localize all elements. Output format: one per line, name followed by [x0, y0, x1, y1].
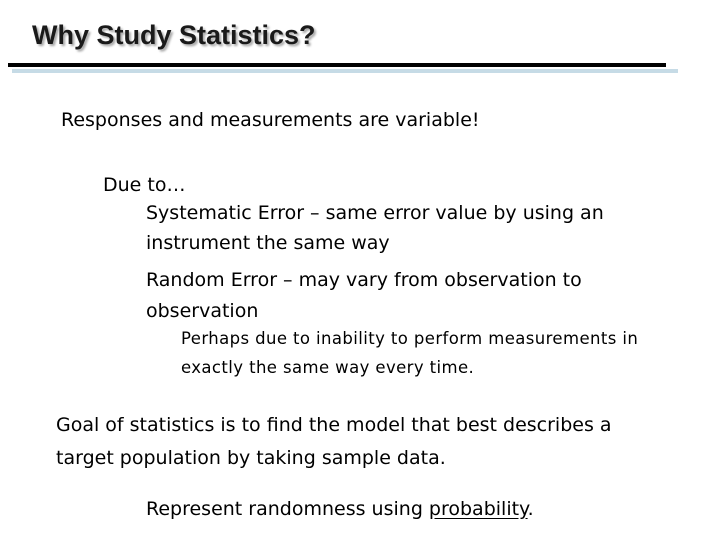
- slide-title: Why Study Statistics?: [32, 20, 316, 50]
- represent-suffix: .: [527, 498, 534, 520]
- random-error-line-2: observation: [146, 300, 259, 322]
- due-to-text: Due to…: [103, 174, 186, 196]
- responses-text: Responses and measurements are variable!: [61, 109, 480, 131]
- represent-randomness-text: [146, 494, 534, 524]
- random-error-line-1: Random Error – may vary from observation to: [146, 269, 582, 291]
- perhaps-line-2: exactly the same way every time.: [181, 358, 475, 377]
- goal-line-2: target population by taking sample data.: [56, 447, 446, 469]
- title-underline-light: [12, 69, 678, 73]
- systematic-error-line-1: Systematic Error – same error value by using an: [146, 202, 604, 224]
- represent-prefix: Represent randomness using: [146, 498, 429, 520]
- systematic-error-line-2: instrument the same way: [146, 232, 390, 254]
- probability-underlined: probability: [428, 498, 528, 520]
- goal-line-1: Goal of statistics is to find the model that best describes a: [56, 414, 612, 436]
- title-underline-dark: [8, 63, 666, 67]
- perhaps-line-1: Perhaps due to inability to perform measurements in: [181, 329, 639, 348]
